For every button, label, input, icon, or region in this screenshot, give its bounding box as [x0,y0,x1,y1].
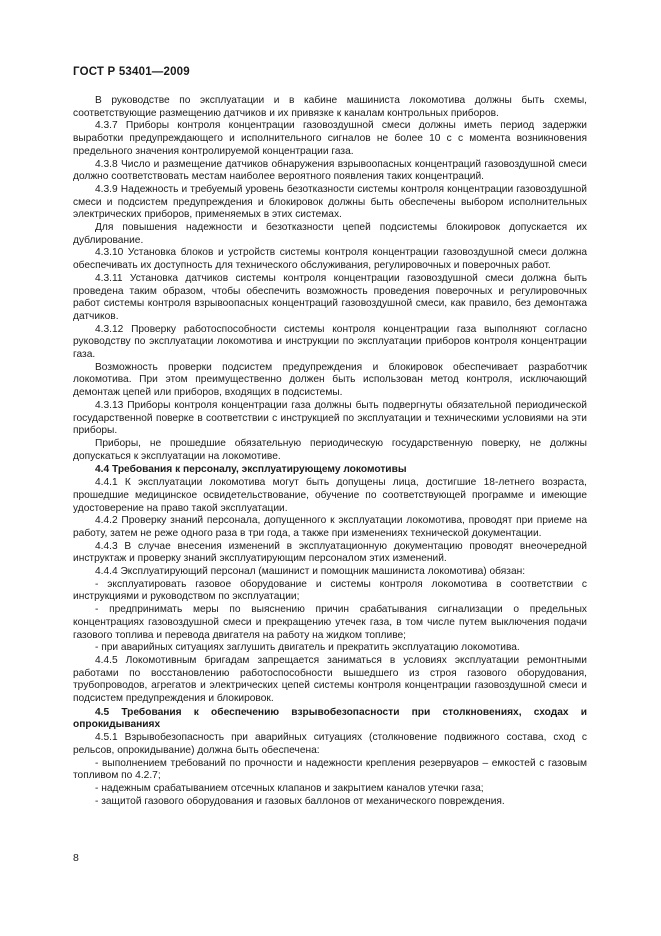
paragraph: 4.3.8 Число и размещение датчиков обнаружения взрывоопасных концентраций газовоздушной смеси должно соответствовать местам наиболее вероятного появления таких концентраций. [73,158,587,183]
paragraph: 4.3.13 Приборы контроля концентрации газа должны быть подвергнуты обязательной периодической государственной поверке в соответствии с инструкцией по эксплуатации и техническими условиями на эти приборы. [73,399,587,437]
list-item: - эксплуатировать газовое оборудование и системы контроля локомотива в соответствии с инструкциями и руководством по эксплуатации; [73,578,587,603]
paragraph: 4.4.3 В случае внесения изменений в эксплуатационную документацию проводят внеочередной инструктаж и проверку знаний эксплуатирующим персоналом этих изменений. [73,540,587,565]
list-item: - выполнением требований по прочности и надежности крепления резервуаров – емкостей с газовым топливом по 4.2.7; [73,757,587,782]
document-header: ГОСТ Р 53401—2009 [73,66,190,78]
paragraph: 4.3.10 Установка блоков и устройств системы контроля концентрации газовоздушной смеси должна обеспечивать их доступность для технического обслуживания, регулировочных и поверочных работ. [73,247,587,272]
list-item: - при аварийных ситуациях заглушить двигатель и прекратить эксплуатацию локомотива. [95,642,520,654]
list-item: - надежным срабатыванием отсечных клапанов и закрытием каналов утечки газа; [95,782,484,794]
document-body [73,95,587,808]
section-heading: 4.5 Требования к обеспечению взрывобезопасности при столкновениях, сходах и опрокидываниях [73,706,587,731]
section-heading: 4.4 Требования к персоналу, эксплуатирующему локомотивы [95,464,407,476]
paragraph: 4.4.4 Эксплуатирующий персонал (машинист и помощник машиниста локомотива) обязан: [95,566,526,578]
paragraph: 4.4.2 Проверку знаний персонала, допущенного к эксплуатации локомотива, проводят при приеме на работу, затем не реже одного раза в три года, а также при изменениях технической документации. [73,515,587,539]
paragraph: В руководстве по эксплуатации и в кабине машиниста локомотива должны быть схемы, соответствующие размещению датчиков и их привязке к каналам контрольных приборов. [73,95,587,119]
paragraph: 4.3.11 Установка датчиков системы контроля концентрации газовоздушной смеси должна быть проведена таким образом, чтобы обеспечить возможность проведения поверочных и регулировочных работ системы контроля взрывоопасных концентраций газовоздушной смеси, как правило, без демонтажа датчиков. [73,272,587,322]
paragraph: 4.5.1 Взрывобезопасность при аварийных ситуациях (столкновение подвижного состава, сход с рельсов, опрокидывание) должна быть обеспечена: [73,732,587,756]
paragraph: 4.4.1 К эксплуатации локомотива могут быть допущены лица, достигшие 18-летнего возраста, прошедшие медицинское освидетельствование, обучение по соответствующей программе и имеющие удостоверение на право такой эксплуатации. [73,477,587,514]
paragraph: 4.3.9 Надежность и требуемый уровень безотказности системы контроля концентрации газовоздушной смеси и подсистем предупреждения и блокировок должны быть обеспечены выбором исполнительных электрических приборов, применяемых в этих системах. [73,183,587,221]
paragraph: Приборы, не прошедшие обязательную периодическую государственную поверку, не должны допускаться к эксплуатации на локомотиве. [73,437,587,462]
paragraph: 4.3.12 Проверку работоспособности системы контроля концентрации газа выполняют согласно руководству по эксплуатации локомотива и инструкции по эксплуатации приборов контроля концентрации газа. [73,323,587,361]
paragraph: 4.3.7 Приборы контроля концентрации газовоздушной смеси должны иметь период задержки выработки предупреждающего и исполнительного сигналов не более 10 с с момента возникновения предельного значения контролируемой концентрации газа. [73,120,587,157]
list-item: - защитой газового оборудования и газовых баллонов от механического повреждения. [95,795,505,807]
page-number: 8 [73,852,79,864]
paragraph: Возможность проверки подсистем предупреждения и блокировок обеспечивает разработчик локомотива. При этом преимущественно должен быть использован метод контроля, исключающий демонтаж цепей или приборов, входящих в подсистемы. [73,361,587,399]
list-item: - предпринимать меры по выяснению причин срабатывания сигнализации о предельных концентрациях газовоздушной смеси и прекращению утечек газа, в том числе путем выключения подачи газового топлива и перевода двигателя на работу на жидком топливе; [73,604,587,641]
paragraph: 4.4.5 Локомотивным бригадам запрещается заниматься в условиях эксплуатации ремонтными работами по восстановлению работоспособности вышедшего из строя газового оборудования, трубопроводов, агрегатов и электрических цепей системы контроля концентрации газовоздушной смеси и подсистем предупреждения и блокировок. [73,654,587,705]
paragraph: Для повышения надежности и безотказности цепей подсистемы блокировок допускается их дублирование. [73,222,587,246]
